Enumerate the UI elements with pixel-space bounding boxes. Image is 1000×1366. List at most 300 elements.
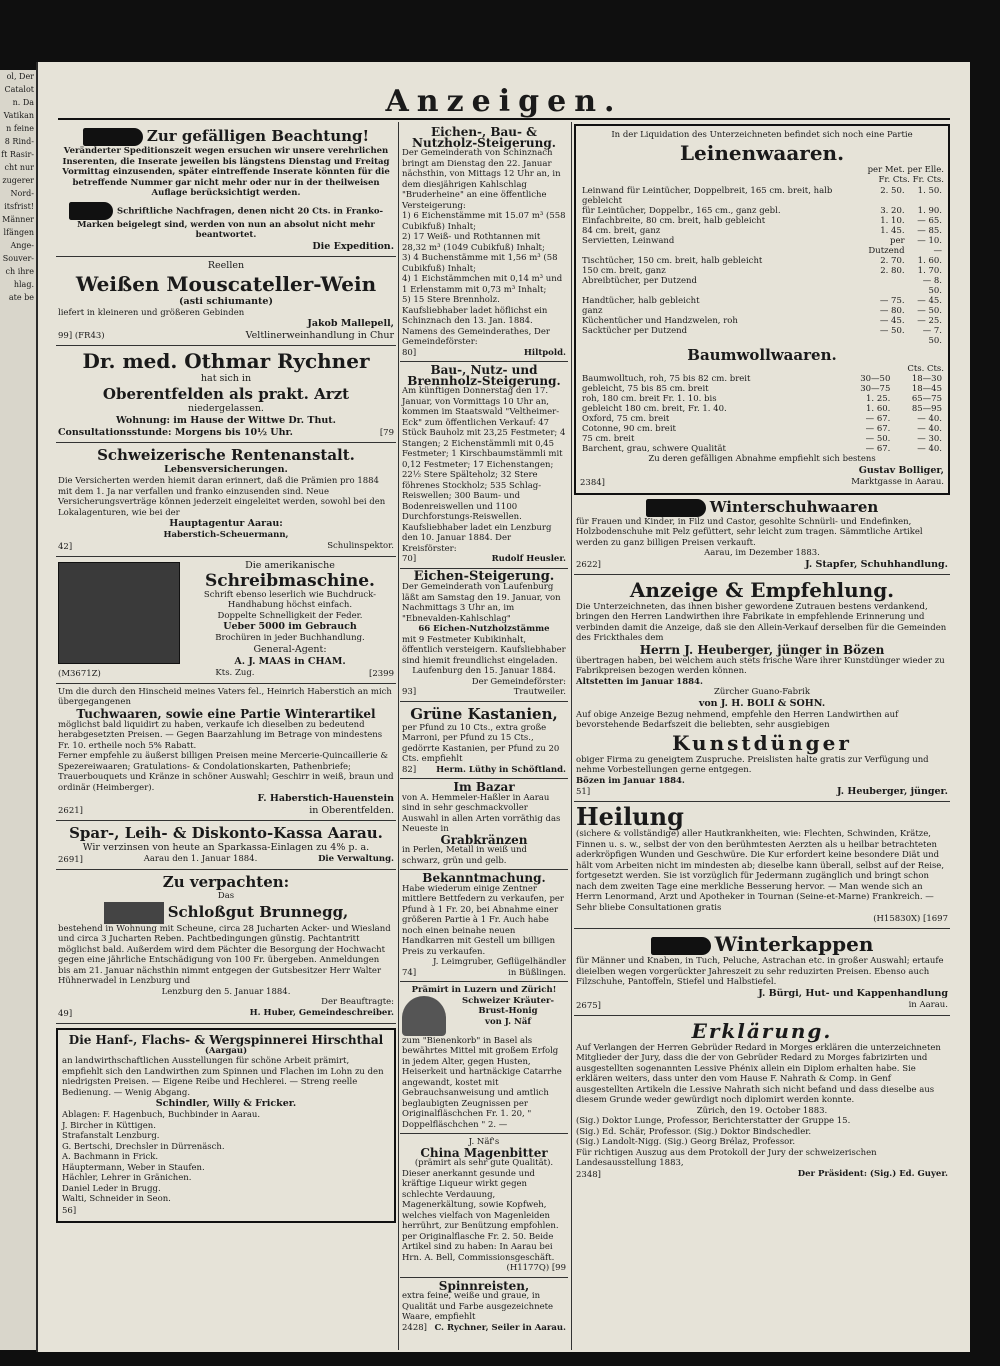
price-row	[580, 316, 944, 326]
ad-number: 42]	[58, 541, 73, 552]
ad-signatories	[576, 1116, 948, 1148]
price-row	[580, 444, 944, 454]
pointing-hand-icon	[69, 202, 113, 220]
ad-magenbitter	[400, 1134, 568, 1278]
price-cell: 2. 70.	[880, 255, 905, 266]
ad-brusthonig	[400, 982, 568, 1134]
ad-body: Am künftigen Donnerstag den 17. Januar, von Vormittags 10 Uhr an, kommen im Staatswald "Veltheimer-Eck" zum öffentlichen Verkauf: 47 Stück Bauholz mit 23,25 Festmeter; 4 Stangen; 2 Eichenstämmli mit 0,45 Festmeter; 1 Kirschbaumstämmli mit 0,12 Festmeter; 17 Eichenstangen; 22½ Stere Spälteholz; 32 Stere föhrenes Stockholz; 535 Schlag-Reiswellen; 300 Baum- und Bodenreiswellen und 1100 Durchforstungs-Reiswellen.	[402, 386, 566, 522]
price-cell: 1. 25.	[866, 394, 891, 404]
ad-intro: In der Liquidation des Unterzeichneten befindet sich noch eine Partie	[611, 130, 913, 140]
ad-title: Spar-, Leih- & Diskonto-Kassa Aarau.	[69, 824, 383, 842]
ad-title: Leinenwaaren.	[679, 140, 845, 165]
ad-bekanntmachung	[400, 870, 568, 982]
ad-number: 2428]	[402, 1322, 427, 1333]
ad-body: Auf Verlangen der Herren Gebrüder Redard in Morges erklären die unterzeichneten Mitglieder der Jury, dass die der von Gebrüder Redard zu Morges fabrizirten und ausgestellten sogenannten Lessive Phénix allein ein Diplom erhalten habe. Sie erklären weiters, dass unter den vom Hause F. Nahrath & Comp. in Genf ausgestellten Artikeln die Lessive Nahrath sich nicht befand und dass dieselbe aus diesem Grunde weder gewürdigt noch diplomirt werden konnte.	[576, 1042, 941, 1105]
price-row	[580, 276, 944, 296]
strip-line: hlag.	[13, 280, 34, 289]
ad-name: Herrn J. Heuberger, jünger in Bözen	[639, 642, 885, 657]
ad-title: Grüne Kastanien,	[410, 704, 558, 723]
ad-byline: von J. Näf	[485, 1016, 531, 1027]
price-row	[580, 256, 944, 266]
ad-title: Spinnreisten,	[438, 1278, 530, 1293]
price-table	[580, 374, 944, 454]
strip-line: Vatikan	[3, 111, 34, 120]
price-cell: — 67.	[865, 444, 891, 454]
ad-body: Die Versicherten werden hiemit daran erinnert, daß die Prämien pro 1884 mit dem 1. Ja nar verfallen und franko einzusenden sind. Neue Versicherungsverträge können jederzeit eingeleitet werden, sowohl bei den Lokalagenturen, wie bei der	[58, 476, 386, 518]
price-cell: — 45.	[879, 315, 905, 326]
price-cell: — 50.	[879, 325, 905, 336]
ad-body: Habe wiederum einige Zentner mittlere Bettfedern zu verkaufen, per Pfund à 1 Fr. 20, bei Abnahme einer größeren Partie à 1 Fr. Auch habe noch einen beinahe neuen Handkarren mit Gestell um billigen Preis zu verkaufen.	[402, 883, 564, 957]
price-cell: — 40.	[917, 424, 942, 434]
ad-signature: Der Beauftragte:	[321, 997, 394, 1007]
strip-line: 8 Rind-	[4, 137, 34, 146]
ad-line: niedergelassen.	[188, 403, 264, 414]
strip-line: Männer	[2, 215, 34, 224]
price-cell: roh, 180 cm. breit Fr. 1. 10. bis	[582, 394, 717, 404]
price-cell: ganz	[582, 305, 603, 316]
price-cell: — 45.	[917, 295, 942, 306]
ad-body: Die Unterzeichneten, das ihnen bisher gewordene Zutrauen bestens verdankend, bringen den Herren Landwirthen ihre Fabrikate in empfehlende Erinnerung und verbinden damit die Anzeige, daß sie den Allein-Verkauf derselben für die Gemeinden des Frickthales dem	[576, 601, 947, 643]
ad-title: Winterkappen	[714, 932, 874, 956]
column-divider	[398, 122, 399, 1350]
strip-line: Catalot	[4, 85, 34, 94]
ad-subtitle: Lebensversicherungen.	[164, 464, 288, 475]
price-row	[580, 186, 944, 206]
price-cell: 30—50	[860, 374, 891, 384]
ad-place: Veltlinerweinhandlung in Chur	[245, 330, 394, 341]
ad-number: [79	[379, 428, 394, 438]
price-header: Cts. Cts.	[907, 363, 944, 374]
ad-highlight: 66 Eichen-Nutzholzstämme	[418, 624, 550, 634]
ad-signature: Die Expedition.	[312, 240, 394, 252]
ad-number: 99] (FR43)	[58, 331, 105, 341]
ad-body: (sichere & vollständige) aller Hautkrankheiten, wie: Flechten, Schwinden, Krätze, Finnen u. s. w., selbst der von den berühmtesten Aerzten als u heilbar betrachteten aderkröpfigen Wunden und Geschwüre. Die Kur erfordert keine besondere Diät und hält vom Arbeiten nicht im mindesten ab; dieselbe kann überall, selbst auf der Reise, fortgesetzt werden. Sie ist vorzüglich für Jedermann zugänglich und bringt schon nach dem zweiten Tage eine merkliche Besserung hervor. — Man wende sich an Herrn Lenormand, Arzt und Apotheker in Tournan (Seine-et-Marne) Frankreich. — Sehr bliebe Consultationen gratis	[576, 829, 945, 913]
price-cell: — 8. 50.	[922, 275, 942, 296]
ad-date: Zürich, den 19. October 1883.	[696, 1105, 828, 1116]
ad-body: zum "Bienenkorb" in Basel als bewährtes Mittel mit großem Erfolg in jedem Alter, gegen Husten, Heiserkeit und hartnäckige Catarrhe angewandt, kostet mit Gebrauchsanweisung und amtlich beglaubigten Zeugnissen per Originalfläschchen Fr. 1. 20, " Doppelfläschchen " 2. —	[402, 1035, 562, 1130]
ad-signature: Trautweiler.	[513, 687, 566, 697]
ad-body: extra feine, weiße und graue, in Qualität und Farbe ausgezeichnete Waare, empfiehlt	[402, 1291, 554, 1322]
list-item: Ablagen: F. Hagenbuch, Buchbinder in Aarau.	[62, 1110, 261, 1120]
price-cell: — 67.	[865, 414, 891, 424]
ad-body: obiger Firma zu geneigtem Zuspruche. Preislisten halte gratis zur Verfügung und nehme Vorbestellungen gerne entgegen.	[576, 754, 929, 775]
ad-spinnerei	[56, 1028, 396, 1223]
list-item: 5) 15 Stere Brennholz.	[402, 295, 500, 305]
price-cell: — 80.	[879, 305, 905, 316]
ad-bazar	[400, 779, 568, 870]
list-item: J. Bircher in Küttigen.	[62, 1120, 156, 1131]
price-cell: — 75.	[879, 295, 905, 306]
price-cell: Oxford, 75 cm. breit	[582, 414, 670, 424]
ad-title: Bekanntmachung.	[422, 871, 546, 885]
price-cell: gebleicht, 75 bis 85 cm. breit	[582, 384, 709, 394]
price-row	[580, 434, 944, 444]
ad-list	[402, 211, 566, 306]
price-row	[580, 306, 944, 316]
newspaper-page	[38, 62, 970, 1352]
ad-holzsteigerung	[400, 124, 568, 362]
ad-signature: Herm. Lüthy in Schöftland.	[436, 764, 566, 775]
price-cell: Leinwand für Leintücher, Doppelbreit, 165 cm. breit, halb gebleicht	[582, 185, 833, 206]
castle-illustration	[104, 902, 164, 924]
price-cell: 2. 50.	[880, 185, 905, 196]
ad-tuchwaaren	[56, 684, 396, 822]
ad-title: Schweizer Kräuter-Brust-Honig	[461, 995, 554, 1016]
price-row	[580, 296, 944, 306]
price-row	[580, 236, 944, 256]
price-cell: 1. 60.	[917, 255, 942, 266]
ad-date: Laufenburg den 15. Januar 1884.	[412, 666, 556, 676]
price-row	[580, 226, 944, 236]
ad-number: 51]	[576, 787, 591, 797]
ad-body: an landwirthschaftlichen Ausstellungen für schöne Arbeit prämirt, empfiehlt sich den Landwirthen zum Spinnen und Flachen im Lohn zu den niedrigsten Preisen. — Eigene Reibe und Hechlerei. — Streng reelle Bedienung. — Wenig Abgang.	[62, 1056, 384, 1098]
ad-body: per Pfund zu 10 Cts., extra große Marroni, per Pfund zu 15 Cts., gedörrte Kastanien, per Pfund zu 20 Cts. empfiehlt	[402, 722, 560, 764]
ad-number: 2691]	[58, 855, 83, 865]
ad-number: 2348]	[576, 1169, 601, 1180]
ad-footer: Kaufsliebhaber ladet ein Lenzburg den 10. Januar 1884. Der Kreisförster:	[402, 522, 552, 554]
strip-line: ft Rasir-	[1, 150, 34, 159]
price-cell: gebleicht 180 cm. breit, Fr. 1. 40.	[582, 404, 727, 414]
ad-body: Dieser anerkannt gesunde und kräftige Liqueur wirkt gegen schlechte Verdauung, Magenerkältung, sowie Kopfweh, welches vielfach von Magenleiden herrührt, zur Benützung empfohlen. per Originalflasche Fr. 2. 50. Beide Artikel sind zu haben: In Aarau bei Hrn. A. Bell, Commissionsgeschäft.	[402, 1168, 559, 1263]
price-cell: 1. 45.	[880, 225, 905, 236]
ad-pre: Reellen	[207, 259, 245, 271]
list-item: Daniel Leder in Brugg.	[62, 1183, 161, 1194]
ad-signature: J. Heuberger, jünger.	[837, 786, 948, 797]
strip-line: ate be	[8, 293, 34, 302]
strip-line: ol, Der	[6, 72, 34, 81]
price-cell: — 67.	[865, 424, 891, 434]
price-cell: Küchentücher und Handzwelen, roh	[582, 315, 738, 326]
ad-highlight: Grabkränzen	[440, 832, 528, 847]
price-cell: Tischtücher, 150 cm. breit, halb gebleicht	[582, 255, 763, 266]
ad-number: 2675]	[576, 1000, 601, 1011]
price-cell: Handtücher, halb gebleicht	[582, 295, 700, 306]
ad-place: in Oberentfelden.	[309, 805, 394, 816]
list-item: G. Bertschi, Drechsler in Dürrenäsch.	[62, 1141, 225, 1152]
ad-title: Schweizerische Rentenanstalt.	[97, 446, 355, 464]
ad-title: Winterschuhwaaren	[709, 497, 879, 516]
ad-erklaerung	[574, 1016, 950, 1184]
ad-title: Baumwollwaaren.	[687, 345, 837, 364]
price-row	[580, 394, 944, 404]
price-cell	[851, 276, 906, 296]
ad-body: übertragen haben, bei welchem auch stets frische Ware ihrer Kunstdünger wieder zu Fabrikpreisen bezogen werden können.	[576, 655, 945, 676]
price-cell: — 50.	[865, 434, 891, 444]
masthead: Anzeigen.	[385, 84, 623, 119]
ad-agency: Hauptagentur Aarau:	[169, 518, 283, 529]
ad-brennholz	[400, 362, 568, 569]
ad-note: Schriftliche Nachfragen, denen nicht 20 Cts. in Franko-Marken beigelegt sind, werden von nun an absolut nicht mehr beantwortet.	[77, 206, 384, 240]
column-2	[400, 124, 568, 1346]
ad-title: Eichen-Steigerung.	[413, 568, 555, 584]
ad-line: Kts. Zug.	[215, 667, 255, 678]
price-cell: Einfachbreite, 80 cm. breit, halb gebleicht	[582, 215, 766, 226]
ad-body: mit 9 Festmeter Kubikinhalt, öffentlich versteigern. Kaufsliebhaber sind hiemit freundlichst eingeladen.	[402, 634, 566, 666]
price-cell: Baumwolltuch, roh, 75 bis 82 cm. breit	[582, 374, 751, 384]
ad-heilung	[574, 802, 950, 929]
strip-line: Nord-	[10, 189, 34, 198]
list-item: 3) 4 Buchenstämme mit 1,56 m³ (58 Cubikfuß) Inhalt;	[402, 253, 558, 274]
ad-footer: Zu deren gefälligen Abnahme empfiehlt sich bestens	[648, 454, 876, 464]
signatory-line: (Sig.) Landolt-Nigg. (Sig.) Georg Brélaz, Professor.	[576, 1137, 796, 1147]
list-item: 4) 1 Eichstämmchen mit 0,14 m³ und 1 Erlenstamm mit 0,73 m³ Inhalt;	[402, 274, 563, 295]
price-cell: 84 cm. breit, ganz	[582, 225, 661, 236]
strip-line: zugerer	[2, 176, 34, 185]
price-cell: — 40.	[917, 444, 942, 454]
ad-firm: Zürcher Guano-Fabrik	[713, 687, 811, 697]
strip-line: itsfrist!	[4, 202, 34, 211]
list-item: 1) 6 Eichenstämme mit 15.07 m³ (558 Cubikfuß) Inhalt;	[402, 211, 566, 232]
price-cell: 2. 80.	[880, 265, 905, 276]
ad-line: General-Agent:	[253, 643, 327, 655]
column-1	[56, 124, 396, 1346]
pointing-hand-icon	[651, 937, 711, 955]
ad-number: 70]	[402, 554, 417, 564]
ad-line: Brochüren in jeder Buchhandlung.	[215, 633, 365, 643]
ad-body: für Frauen und Kinder, in Filz und Castor, gesohlte Schnürli- und Endefinken, Holzbodenschuhe mit Pelz gefüttert, sehr leicht zum tragen. Sämmtliche Artikel werden zu ganz billigen Preisen verkauft.	[576, 516, 923, 548]
ad-date: Lenzburg den 5. Januar 1884.	[161, 986, 291, 997]
ad-pre: Die amerikanische	[245, 559, 335, 571]
ad-signature: Die Verwaltung.	[318, 854, 394, 864]
ad-eichen	[400, 569, 568, 702]
ad-signature: J. Bürgi, Hut- und Kappenhandlung	[758, 987, 948, 999]
ad-arzt	[56, 346, 396, 443]
ad-title: Anzeige & Empfehlung.	[629, 577, 895, 602]
price-row	[580, 404, 944, 414]
ad-number: (H15830X) [1697	[873, 914, 948, 924]
ad-body: liefert in kleineren und größeren Gebinden	[58, 307, 245, 318]
price-cell: 85—95	[911, 404, 942, 414]
price-cell: — 85.	[917, 225, 942, 236]
pointing-hand-icon	[83, 128, 143, 146]
ad-verpachten	[56, 870, 396, 1024]
pointing-hand-icon	[646, 499, 706, 517]
price-cell: Abreibtücher, per Dutzend	[582, 275, 697, 286]
price-cell: Cotonne, 90 cm. breit	[582, 424, 676, 434]
ad-title: Bau-, Nutz- und Brennholz-Steigerung.	[407, 363, 561, 388]
ad-title: Schreibmaschine.	[205, 570, 375, 591]
ad-number: 82]	[402, 764, 417, 775]
ad-schreibmaschine	[56, 557, 396, 684]
ad-body: Der Gemeinderath von Laufenburg läßt am Samstag den 19. Januar, von Nachmittags 3 Uhr an, im "Ebnevalden-Kahlschlag"	[402, 582, 561, 624]
ad-body: bestehend in Wohnung mit Scheune, circa 28 Jucharten Acker- und Wiesland und circa 3 Jucharten Reben. Pachtbedingungen günstig. Pachtantritt möglichst bald. Außerdem wird dem Pächter die Besorgung der Hochwacht gegen eine jährliche Entschädigung von 100 Fr. übergeben. Anmeldungen bis am 21. Januar nächsthin nimmt entgegen der Gutsbesitzer Herr Walter Hühnerwadel in Lenzburg und	[58, 923, 391, 986]
price-cell: — 50.	[917, 305, 942, 316]
ad-place: Marktgasse in Aarau.	[851, 476, 944, 487]
ad-signature: Jakob Mallepell,	[307, 318, 394, 329]
strip-line: Souver-	[2, 254, 34, 263]
ad-anzeige-empfehlung	[574, 575, 950, 803]
ad-footer: Kaufsliebhaber ladet höflichst ein Schinznach den 13. Jan. 1884. Namens des Gemeinderathes, Der Gemeindeförster:	[402, 305, 550, 347]
ad-title: Eichen-, Bau- & Nutzholz-Steigerung.	[412, 125, 556, 150]
price-cell: Servietten, Leinwand	[582, 235, 675, 246]
ad-subtitle: (Aargau)	[204, 1045, 248, 1056]
ad-title: Heilung	[576, 802, 684, 831]
ad-number: 49]	[58, 1008, 73, 1019]
ad-winterschuhwaaren	[574, 495, 950, 575]
ad-number: [2399	[369, 668, 394, 679]
strip-line: n feine	[6, 124, 34, 133]
price-cell: 1. 10.	[880, 215, 905, 226]
ad-number: 93]	[402, 687, 417, 697]
price-cell: — 7. 50.	[922, 325, 942, 346]
ad-line: Wohnung: im Hause der Wittwe Dr. Thut.	[115, 415, 336, 426]
price-header: Fr. Cts. Fr. Cts.	[878, 175, 944, 185]
ad-winterkappen	[574, 929, 950, 1016]
ad-pre: Prämirt in Luzern und Zürich!	[411, 985, 557, 995]
ad-body: für Männer und Knaben, in Tuch, Peluche, Astrachan etc. in großer Auswahl; ertaufe dieielben wegen vorgerückter Jahreszeit zu sehr reduzirten Preisen. Ebenso auch Filzschuhe, Pantoffeln, Stiefel und Halbstiefel.	[576, 956, 944, 987]
ad-highlight: Kunstdünger	[672, 730, 852, 755]
ad-kastanien	[400, 702, 568, 780]
ad-wein	[56, 257, 396, 347]
price-cell: 3. 20.	[880, 205, 905, 216]
signatory-line: (Sig.) Ed. Schär, Professor. (Sig.) Doktor Bindschedler.	[576, 1126, 812, 1137]
ad-agency: Haberstich-Scheuermann,	[163, 530, 289, 540]
strip-line: n. Da	[12, 98, 34, 107]
ad-signature: J. Stapfer, Schuhhandlung.	[805, 558, 948, 570]
price-cell: 18—30	[911, 374, 942, 384]
price-row	[580, 326, 944, 346]
ad-number: 2384]	[580, 477, 605, 488]
ad-line: Ueber 5000 im Gebrauch	[223, 621, 357, 632]
ad-line: Schrift ebenso leserlich wie Buchdruck-Handhabung höchst einfach.	[203, 589, 377, 610]
ad-pre: Das	[217, 891, 235, 901]
price-header: per Met. per Elle.	[867, 164, 944, 175]
price-cell: — 30.	[917, 434, 942, 444]
price-row	[580, 374, 944, 384]
ad-number: (H1177Q) [99	[506, 1263, 566, 1273]
strip-line: Ange-	[10, 241, 34, 250]
ad-signature: J. Leimgruber, Geflügelhändler	[432, 957, 566, 967]
ad-subtitle: (asti schiumante)	[179, 295, 273, 307]
strip-line: cht nur	[4, 163, 34, 172]
masthead-rule	[58, 118, 950, 120]
ad-agency: Schulinspektor.	[327, 540, 394, 551]
price-cell: 1. 50.	[917, 185, 942, 196]
price-cell: 75 cm. breit	[582, 434, 635, 444]
ad-number: 2621]	[58, 806, 83, 816]
ad-signature: H. Huber, Gemeindeschreiber.	[249, 1007, 394, 1018]
beehive-icon	[402, 996, 446, 1036]
list-item: A. Bachmann in Frick.	[62, 1152, 159, 1162]
price-row	[580, 216, 944, 226]
list-item: Strafanstalt Lenzburg.	[62, 1131, 160, 1141]
ad-body: Veränderter Speditionszeit wegen ersuchen wir unsere verehrlichen Inserenten, die Inserate jeweilen bis längstens Dienstag und Freitag Vormittag einzusenden, später eintreffende Inserate könnten für die betreffende Nummer gar nicht mehr oder nur in der theilweisen Auflage berücksichtigt werden.	[62, 146, 390, 198]
ad-signature: Der Präsident: (Sig.) Ed. Guyer.	[797, 1168, 948, 1179]
strip-line: lfängen	[3, 228, 34, 237]
ad-date: Bözen im Januar 1884.	[576, 775, 685, 786]
ad-title: China Magenbitter	[420, 1145, 548, 1160]
price-cell: Barchent, grau, schwere Qualität	[582, 444, 726, 454]
ad-signature: Hiltpold.	[523, 347, 566, 358]
price-row	[580, 206, 944, 216]
ad-sparkassa	[56, 821, 396, 870]
price-cell: 18—45	[911, 384, 942, 394]
price-cell: per Dutzend	[868, 235, 905, 256]
ad-line: Doppelte Schnelligkeit der Feder.	[217, 610, 363, 621]
ad-body: in Perlen, Metall in weiß und schwarz, grün und gelb.	[402, 845, 527, 866]
ad-number: 74]	[402, 967, 417, 978]
price-row	[580, 424, 944, 434]
list-item: Häuptermann, Weber in Staufen.	[62, 1162, 205, 1173]
ad-number: (M3671Z)	[58, 668, 101, 679]
ad-signature: Gustav Bolliger,	[858, 464, 944, 476]
price-cell: für Leintücher, Doppelbr., 165 cm., ganz gebl.	[582, 205, 781, 216]
ad-list	[62, 1110, 390, 1205]
price-cell: — 25.	[917, 315, 942, 326]
price-cell: 30—75	[860, 384, 891, 394]
ad-title: Zu verpachten:	[162, 873, 290, 891]
ad-title: Die Hanf-, Flachs- & Wergspinnerei Hirschthal	[68, 1032, 384, 1047]
ad-body: Auf obige Anzeige Bezug nehmend, empfehle den Herren Landwirthen auf bevorstehende Bedarfszeit die beliebten, sehr ausgiebigen	[576, 709, 899, 730]
ad-body: Der Gemeinderath von Schinznach bringt am Dienstag den 22. Januar nächsthin, von Mittags 12 Uhr an, in dem diesjährigen Kahlschlag "Bruderheine" an eine öffentliche Versteigerung:	[402, 148, 561, 211]
ad-title: Zur gefälligen Beachtung!	[146, 127, 370, 145]
ad-line: Oberentfelden als prakt. Arzt	[102, 385, 350, 403]
ad-body: Wir verzinsen von heute an Sparkassa-Einlagen zu 4% p. a.	[82, 842, 370, 853]
adjacent-page-strip	[0, 70, 36, 1350]
price-cell: Sacktücher per Dutzend	[582, 325, 688, 336]
price-cell: 1. 60.	[866, 404, 891, 414]
column-3	[574, 124, 950, 1346]
ad-date: Aarau, im Dezember 1883.	[704, 548, 820, 558]
price-cell: 150 cm. breit, ganz	[582, 265, 666, 276]
ad-body: von A. Hemmeler-Haßler in Aarau sind in sehr geschmackvoller Auswahl in allen Arten vorräthig das Neueste in	[402, 792, 561, 834]
ad-title: Im Bazar	[453, 780, 515, 794]
ad-place: in Büßlingen.	[508, 967, 566, 978]
ad-leinenwaaren	[574, 124, 950, 495]
ad-number: 56]	[62, 1205, 77, 1216]
price-row	[580, 266, 944, 276]
ad-pre: J. Näf's	[468, 1137, 500, 1147]
ad-subtitle: (prämirt als sehr gute Qualität).	[414, 1158, 554, 1168]
column-divider	[571, 122, 572, 1350]
ad-signature: F. Haberstich-Hauenstein	[257, 793, 394, 804]
ad-number: 2622]	[576, 559, 601, 570]
list-item: Hächler, Lehrer in Gränichen.	[62, 1173, 192, 1183]
ad-rentenanstalt	[56, 443, 396, 557]
price-cell: — 10. —	[917, 235, 942, 256]
ad-firm: Schindler, Willy & Fricker.	[155, 1098, 297, 1109]
ad-line: hat sich in	[200, 373, 252, 384]
ad-place: in Aarau.	[908, 999, 948, 1010]
ad-name: Schloßgut Brunnegg,	[167, 902, 349, 921]
list-item: Walti, Schneider in Seon.	[62, 1194, 171, 1204]
price-row	[580, 384, 944, 394]
price-cell: — 65.	[917, 215, 942, 226]
price-row	[580, 414, 944, 424]
price-table	[580, 186, 944, 346]
ad-title: Tuchwaaren, sowie eine Partie Winterartikel	[76, 706, 376, 721]
ad-line: Consultationsstunde: Morgens bis 10½ Uhr.	[58, 427, 293, 438]
ad-line: A. J. MAAS in CHAM.	[234, 655, 346, 667]
list-item: 2) 17 Weiß- und Rothtannen mit 28,32 m³ (1049 Cubikfuß) Inhalt;	[402, 232, 545, 253]
strip-line: ch ihre	[5, 267, 34, 276]
typewriter-illustration	[58, 562, 180, 664]
ad-footer: Für richtigen Auszug aus dem Protokoll der Jury der schweizerischen Landesausstellung 1883,	[576, 1147, 877, 1168]
price-cell: 1. 90.	[917, 205, 942, 216]
signatory-line: (Sig.) Doktor Lunge, Professor, Berichterstatter der Gruppe 15.	[576, 1116, 851, 1126]
ad-signature: Rudolf Heusler.	[491, 554, 566, 564]
ad-body: möglichst bald liquidirt zu haben, verkaufe ich dieselben zu bedeutend herabgesetzten Preisen. — Gegen Baarzahlung im Betrage von mindestens Fr. 10. ertheile noch 5% Rabatt.	[58, 719, 383, 751]
ad-body: Um die durch den Hinscheid meines Vaters fel., Heinrich Haberstich an mich übergegangenen	[58, 686, 392, 707]
ad-number: 80]	[402, 347, 417, 358]
ad-date: Altstetten im Januar 1884.	[576, 676, 703, 687]
ad-date: Aarau den 1. Januar 1884.	[143, 854, 258, 864]
ad-beachtung	[56, 124, 396, 257]
ad-spinnreisten	[400, 1278, 568, 1337]
ad-firm: von J. H. BOLI & SOHN.	[698, 697, 826, 709]
ad-title: Dr. med. Othmar Rychner	[82, 349, 370, 373]
ad-signature: C. Rychner, Seiler in Aarau.	[434, 1322, 566, 1333]
